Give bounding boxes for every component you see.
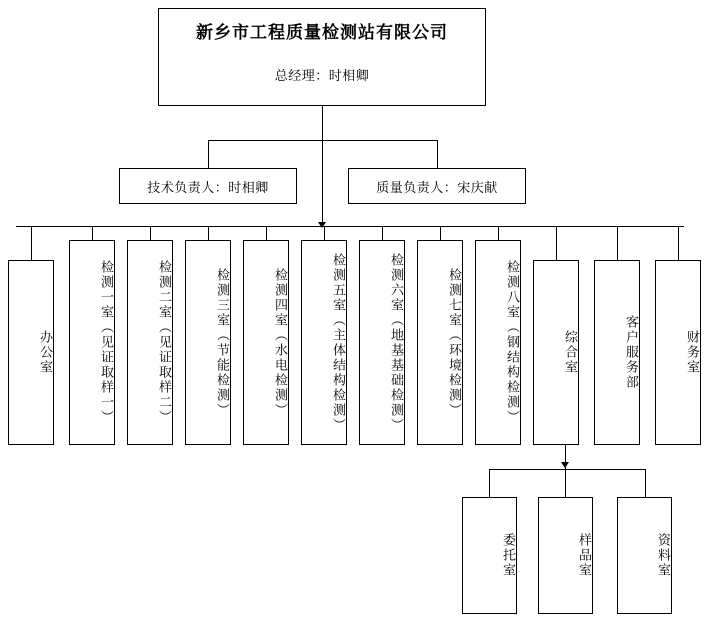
- department-box-lab-5: [301, 240, 347, 445]
- connector-main-spine: [322, 106, 323, 226]
- connector-dept-drop: [150, 226, 151, 240]
- department-label: 综合室: [562, 330, 577, 375]
- department-box-lab-4: [243, 240, 289, 445]
- department-box-lab-6: [359, 240, 405, 445]
- general-manager-label: 总经理：时相卿: [274, 69, 370, 85]
- connector-dept-drop: [208, 226, 209, 240]
- department-label: 检测八室（钢结构检测）: [504, 260, 519, 425]
- sub-department-box-commission: [462, 497, 517, 614]
- department-box-finance: [655, 260, 701, 445]
- connector-dept-drop: [617, 226, 618, 260]
- connector-sub-drop: [645, 469, 646, 497]
- department-box-general: [533, 260, 579, 445]
- department-label: 检测六室（地基基础检测）: [388, 252, 403, 433]
- department-box-lab-3: [185, 240, 231, 445]
- department-label: 检测一室（见证取样一）: [98, 260, 113, 425]
- connector-dept-drop: [31, 226, 32, 260]
- company-title: 新乡市工程质量检测站有限公司: [196, 23, 448, 43]
- connector-dept-drop: [382, 226, 383, 240]
- connector-dept-drop: [498, 226, 499, 240]
- sub-department-box-sample: [538, 497, 593, 614]
- connector-dept-drop: [556, 226, 557, 260]
- connector-manager-1-down: [208, 140, 209, 168]
- connector-departments-bus: [16, 226, 684, 227]
- department-box-lab-8: [475, 240, 521, 445]
- department-label: 办公室: [37, 330, 52, 375]
- quality-director-label: 质量负责人：宋庆献: [376, 180, 498, 196]
- connector-sub-drop: [489, 469, 490, 497]
- quality-director-box: [348, 168, 526, 204]
- department-label: 检测五室（主体结构检测）: [330, 252, 345, 433]
- department-label: 客户服务部: [623, 315, 638, 390]
- department-box-lab-2: [127, 240, 173, 445]
- sub-department-label: 资料室: [655, 533, 670, 578]
- department-label: 检测四室（水电检测）: [272, 267, 287, 418]
- department-box-lab-1: [69, 240, 115, 445]
- technical-director-label: 技术负责人：时相卿: [147, 180, 269, 196]
- sub-department-label: 样品室: [576, 533, 591, 578]
- department-label: 检测三室（节能检测）: [214, 267, 229, 418]
- arrow-customer-service-down: [561, 462, 569, 468]
- sub-department-box-archive: [617, 497, 672, 614]
- department-box-lab-7: [417, 240, 463, 445]
- connector-sub-drop: [565, 469, 566, 497]
- connector-dept-drop: [266, 226, 267, 240]
- connector-sub-bus: [489, 469, 645, 470]
- company-box: [158, 8, 486, 106]
- department-label: 检测七室（环境检测）: [446, 267, 461, 418]
- department-label: 财务室: [684, 330, 699, 375]
- department-box-customer-service: [594, 260, 640, 445]
- connector-dept-drop: [324, 226, 325, 240]
- department-label: 检测二室（见证取样二）: [156, 260, 171, 425]
- connector-manager-2-down: [437, 140, 438, 168]
- technical-director-box: [119, 168, 297, 204]
- connector-dept-drop: [440, 226, 441, 240]
- connector-dept-drop: [92, 226, 93, 240]
- sub-department-label: 委托室: [500, 533, 515, 578]
- department-box-office: [8, 260, 54, 445]
- connector-dept-drop: [678, 226, 679, 260]
